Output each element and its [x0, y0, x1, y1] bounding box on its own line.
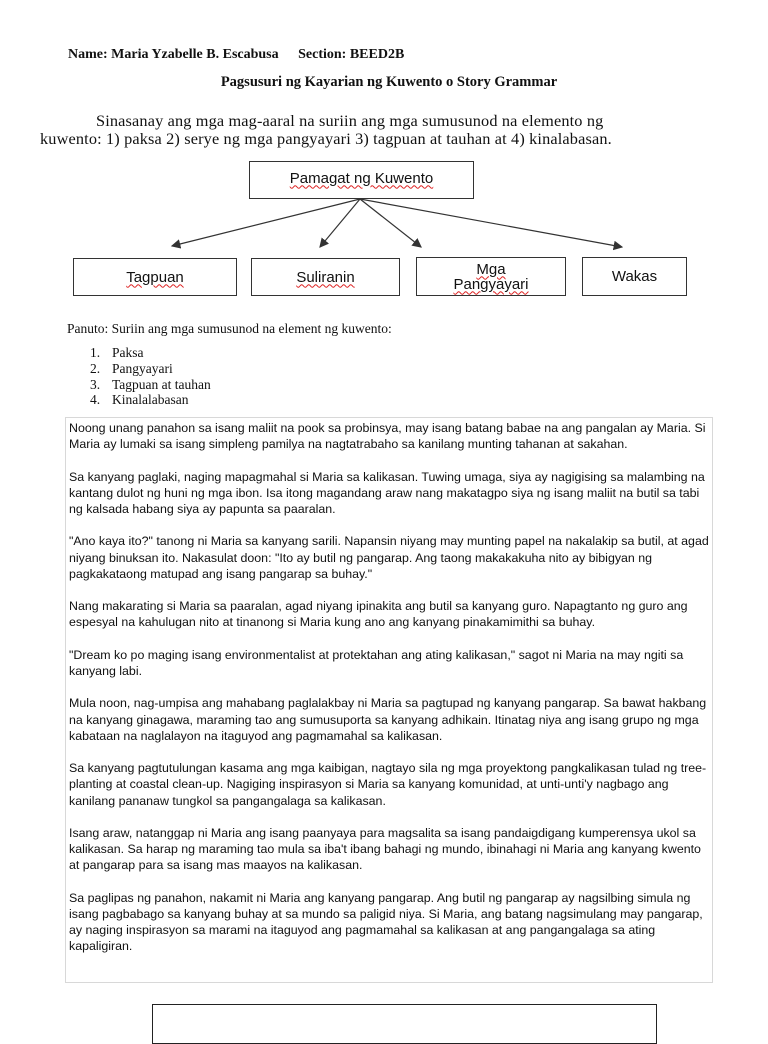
- instruction-line-2: kuwento: 1) paksa 2) serye ng mga pangyayari 3) tagpuan at tauhan at 4) kinalabasan.: [40, 129, 612, 148]
- arrow-to-mga-pangyayari: [360, 199, 421, 247]
- instruction-line-1: Sinasanay ang mga mag-aaral na suriin ang mga sumusunod na elemento ng: [96, 111, 604, 130]
- diagram-root-box: [249, 161, 474, 199]
- story-paragraph: Sa paglipas ng panahon, nakamit ni Maria ang kanyang pangarap. Ang butil ng pangarap ay nagsilbing simula ng isang pagbabago sa kanyang buhay at sa mundo sa paligid niya. Si Maria, ang batang nagsimulang may pangarap, ay naging inspirasyon sa marami na itaguyod ang pagmamahal sa kalikasan at ang pangangalaga sa ating kapaligiran.: [69, 890, 703, 954]
- story-paragraph: "Dream ko po maging isang environmentalist at protektahan ang ating kalikasan," sagot ni Maria na may ngiti sa kanyang labi.: [69, 647, 684, 678]
- document-title: Pagsusuri ng Kayarian ng Kuwento o Story Grammar: [220, 74, 558, 90]
- list-item: 3. Tagpuan at tauhan: [90, 376, 211, 392]
- diagram-box-tagpuan: [73, 258, 237, 296]
- diagram-box-mga-pangyayari: [416, 257, 566, 296]
- story-paragraph: Noong unang panahon sa isang maliit na pook sa probinsya, may isang batang babae na ang pangalan ay Maria. Si Maria ay lumaki sa isang simpleng pamilya na nagtatrabaho sa kanilang munting tahanan at sakahan.: [69, 421, 706, 452]
- story-text-box: [65, 417, 713, 983]
- story-paragraph: Sa kanyang paglaki, naging mapagmahal si Maria sa kalikasan. Tuwing umaga, siya ay nagigising sa malambing na kantang dulot ng huni ng mga ibon. Isa itong magandang araw nang makatagpo siya ng isang maliit na butil sa tabi ng kalsada habang siya ay papunta sa paaralan.: [69, 469, 705, 516]
- arrow-to-tagpuan: [172, 199, 360, 246]
- story-paragraph: Isang araw, natanggap ni Maria ang isang paanyaya para magsalita sa isang pandaigdigang kumperensya ukol sa kalikasan. Sa harap ng maraming tao mula sa iba't ibang bahagi ng mundo, ibinahagi ni Maria ang kanyang kwento at pangarap para sa isang mas maayos na kalikasan.: [69, 825, 701, 873]
- panuto-instruction: Panuto: Suriin ang mga sumusunod na element ng kuwento:: [67, 321, 392, 336]
- list-item: 2. Pangyayari: [90, 360, 173, 376]
- diagram-label-wakas: Wakas: [611, 268, 658, 285]
- student-name: Name: Maria Yzabelle B. Escabusa: [68, 47, 279, 62]
- diagram-box-suliranin: [251, 258, 400, 296]
- story-paragraph: Nang makarating si Maria sa paaralan, agad niyang ipinakita ang butil sa kanyang guro. Napagtanto ng guro ang espesyal na kahulugan nito at tinanong si Maria kung ano ang kanyang pinakamimithi sa buhay.: [69, 599, 688, 630]
- list-item: 4. Kinalalabasan: [90, 392, 189, 408]
- list-item: 1. Paksa: [90, 345, 144, 360]
- arrow-to-suliranin: [320, 199, 360, 247]
- diagram-label-tagpuan: Tagpuan: [126, 268, 184, 286]
- diagram-box-wakas: [582, 257, 687, 296]
- diagram-label-suliranin: Suliranin: [296, 268, 355, 286]
- diagram-root-label: Pamagat ng Kuwento: [289, 169, 434, 187]
- story-paragraph: "Ano kaya ito?" tanong ni Maria sa kanyang sarili. Napansin niyang may munting papel na nakalakip sa butil, at agad niyang binuksan ito. Nakasulat doon: "Ito ay butil ng pangarap. Ang taong makakakuha nito ay bibigyan ng pagkakataong matupad ang isang pangarap sa buhay.": [69, 534, 709, 581]
- diagram-label-mga-pangyayari: Mga Pangyayari: [453, 260, 529, 293]
- arrow-to-wakas: [360, 199, 622, 247]
- story-paragraph: Sa kanyang pagtutulungan kasama ang mga kaibigan, nagtayo sila ng mga proyektong pangkalikasan tulad ng tree-planting at coastal clean-up. Nagiging inspirasyon si Maria sa kanyang komunidad, at unti-unti'y nagbago ang kanilang pananaw tungkol sa pangangalaga sa kalikasan.: [69, 761, 707, 808]
- story-paragraph: Mula noon, nag-umpisa ang mahabang paglalakbay ni Maria sa pagtupad ng kanyang pangarap. Sa bawat hakbang na kanyang ginagawa, maraming tao ang sumusuporta sa kanyang adhikain. Itinatag niya ang isang grupo ng mga kabataan na naglalayon na itaguyod ang pagmamahal sa kalikasan.: [69, 696, 707, 743]
- element-list: [90, 345, 211, 408]
- answer-box: [152, 1004, 657, 1044]
- student-section: Section: BEED2B: [298, 47, 405, 62]
